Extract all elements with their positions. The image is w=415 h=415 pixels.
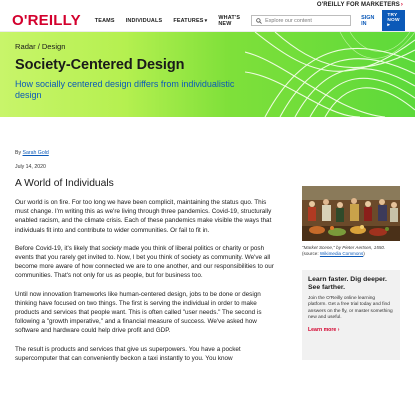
learn-more-link[interactable]: Learn more ›: [308, 326, 340, 333]
breadcrumb-design[interactable]: Design: [41, 42, 66, 51]
marketers-bar: [0, 0, 415, 10]
nav-item-teams[interactable]: TEAMS: [94, 17, 115, 24]
nav-item-whats-new[interactable]: WHAT'S NEW: [218, 14, 241, 27]
hero-banner: [0, 32, 415, 117]
nav-item-individuals[interactable]: INDIVIDUALS: [125, 17, 163, 24]
breadcrumb-radar[interactable]: Radar: [15, 42, 36, 51]
paragraph-2-end: made you think of liberal politics or charity or posh events that you rarely get invited to. Now, I bet you think of society as community. We've all become more aware of how connected we are to one another, and our responsibilities to our communities. That's not only for us as people, but for business too.: [15, 244, 274, 280]
wikimedia-link[interactable]: Wikimedia Commons: [319, 251, 364, 256]
hero-pattern-graphic: [245, 32, 415, 117]
sign-in-link[interactable]: SIGN IN: [361, 14, 375, 27]
search-input[interactable]: [265, 18, 346, 24]
promo-body: Join the O'Reilly online learning platform. Get a free trial today and find answers on the fly, or master something new and useful.: [308, 296, 393, 321]
paragraph-2-emphasis: society: [101, 244, 122, 252]
search-icon: [256, 18, 262, 24]
marketers-link-label: O'REILLY FOR MARKETERS: [316, 2, 400, 8]
page-title: Society-Centered Design: [15, 57, 185, 73]
paragraph-2-start: Before Covid-19, it's likely that: [15, 244, 101, 252]
breadcrumb-separator: /: [37, 42, 40, 51]
caption-source-suffix: ): [363, 251, 365, 256]
publish-date: July 14, 2020: [15, 164, 46, 170]
paragraph-1: Our world is on fire. For too long we have been complicit, maintaining the status quo. This must change. I'm writing this as we're living through three pandemics. Covid-19, structurally enabled racism, and the climate crisis. Each of these pandemics make visible the ways that individuals fit into and contribute to wider communities. Or fail to fit in.: [15, 199, 272, 234]
nav-item-features-label: FEATURES: [173, 17, 204, 24]
figure-caption: [302, 245, 402, 257]
paragraph-3: Until now innovation frameworks like human-centered design, jobs to be done or design thinking have focused on two things. The first is serving the individual in order to make products and services that people want. This is often called "user needs." The second is following a "growth imperative," and a financial measure of success. We've asked how software and hardware could help drive profit and GDP.: [15, 290, 262, 335]
paragraph-2: [15, 244, 277, 281]
marketers-link[interactable]: [317, 2, 403, 8]
paragraph-4: The result is products and services that give us superpowers. You have a pocket supercomputer that can conveniently beckon a taxi instantly to you. You know: [15, 345, 241, 362]
section-heading: A World of Individuals: [15, 178, 114, 189]
article-body: [15, 150, 277, 372]
breadcrumb: [15, 42, 255, 51]
promo-title: Learn faster. Dig deeper. See farther.: [308, 276, 387, 291]
caption-source-prefix: (source:: [302, 251, 319, 256]
search-box[interactable]: [251, 15, 351, 26]
chevron-right-icon: ›: [400, 2, 403, 8]
promo-box: [302, 270, 400, 360]
page-subtitle: How socially centered design differs from individualistic design: [15, 79, 235, 100]
market-scene-painting: [302, 186, 400, 241]
oreilly-logo[interactable]: O'REILLY: [12, 12, 81, 29]
main-nav: [0, 10, 415, 32]
try-now-button[interactable]: TRY NOW ▸: [382, 10, 404, 31]
byline: [15, 150, 277, 156]
author-link[interactable]: Sarah Gold: [22, 150, 49, 156]
caption-title: "Market Scene," by Pieter Aertsen, 1550.: [302, 245, 386, 250]
chevron-down-icon: ▾: [204, 17, 208, 24]
byline-prefix: By: [15, 150, 22, 156]
nav-item-features[interactable]: [173, 18, 207, 24]
hero-text: [15, 42, 255, 101]
